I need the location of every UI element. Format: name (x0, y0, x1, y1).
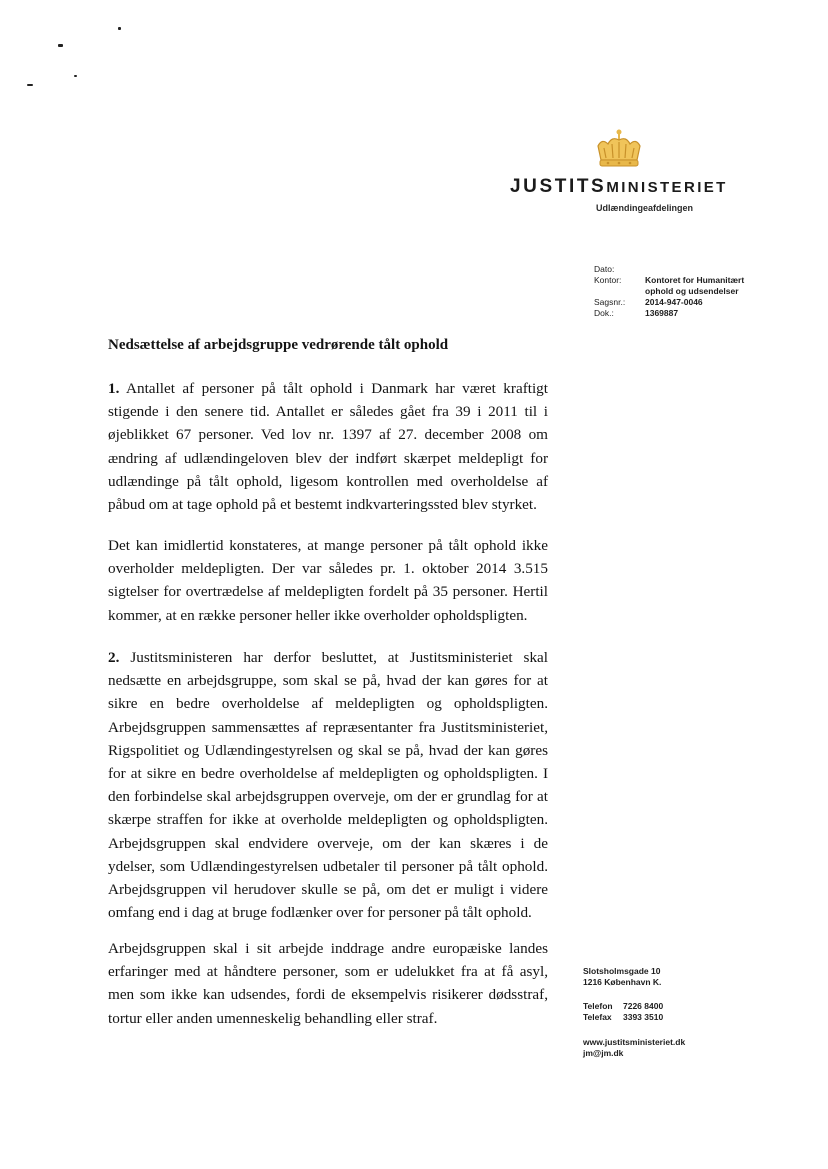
paragraph-4-text: Arbejdsgruppen skal i sit arbejde inddrage andre europæiske landes erfaringer med at håndtere personer, som er udelukket fra at få asyl, men som ikke kan udsendes, fordi de eksempelvis risikerer dødsstraf, tortur eller anden umenneskelig behandling eller straf. (108, 940, 548, 1027)
footer-web-link[interactable]: www.justitsministeriet.dk (583, 1037, 686, 1047)
ministry-name-part2: MINISTERIET (606, 179, 728, 196)
ministry-name-part1: JUSTITS (510, 176, 607, 197)
paragraph-2-text: Det kan imidlertid konstateres, at mange personer på tålt ophold ikke overholder meldepligten. Der var således pr. 1. oktober 2014 3.515 sigtelser for overtrædelse af meldepligten fordelt på 35 personer. Hertil kommer, at en række personer heller ikke overholder opholdspligten. (108, 537, 548, 624)
footer-fax-value: 3393 3510 (623, 1012, 664, 1022)
paragraph-1-number: 1. (108, 380, 120, 397)
footer-phone-label: Telefon (583, 1001, 613, 1011)
meta-case-value: 2014-947-0046 (645, 297, 703, 307)
document-meta (594, 264, 765, 319)
meta-date-label: Dato: (594, 264, 615, 274)
paragraph-1-text: Antallet af personer på tålt ophold i Danmark har været kraftigt stigende i den senere tid. Antallet er således gået fra 39 i 2011 til i øjeblikket 67 personer. Ved lov nr. 1397 af 27. december 2008 om ændring af udlændingeloven blev der indført skærpet meldepligt for udlændinge på tålt ophold, ligesom kontrollen med overholdelse af påbud om at tage ophold på et bestemt indkvarteringssted blev styrket. (108, 380, 548, 514)
meta-date-row (594, 264, 765, 275)
crown-orb (617, 130, 622, 135)
meta-doc-label: Dok.: (594, 308, 614, 318)
meta-office-label: Kontor: (594, 275, 622, 285)
meta-date-value (645, 264, 765, 275)
meta-doc-row (594, 308, 765, 319)
footer-phones (583, 1001, 663, 1023)
footer-fax-row (583, 1012, 663, 1023)
scan-speck (74, 75, 77, 77)
footer-email-link[interactable]: jm@jm.dk (583, 1048, 624, 1058)
meta-doc-value: 1369887 (645, 308, 679, 318)
footer-address (583, 966, 661, 988)
meta-office-value-line2: ophold og udsendelser (645, 286, 739, 296)
scan-speck (27, 84, 33, 86)
paragraph-4 (108, 937, 548, 1030)
meta-case-row (594, 297, 765, 308)
footer-fax-label: Telefax (583, 1012, 612, 1022)
paragraph-3 (108, 646, 548, 924)
scan-speck (118, 27, 121, 30)
paragraph-2 (108, 534, 548, 627)
footer-phone-value: 7226 8400 (623, 1001, 664, 1011)
meta-office-value-line1: Kontoret for Humanitært (645, 275, 745, 285)
paragraph-3-number: 2. (108, 649, 120, 666)
footer-city: 1216 København K. (583, 977, 662, 987)
ministry-logotype (510, 176, 740, 198)
meta-office-row-2 (594, 286, 765, 297)
meta-office-row (594, 275, 765, 286)
footer-phone-row (583, 1001, 663, 1012)
footer-online (583, 1037, 685, 1059)
department-name: Udlændingeafdelingen (596, 203, 694, 213)
document-subject: Nedsættelse af arbejdsgruppe vedrørende tålt ophold (108, 337, 449, 353)
scan-speck (58, 44, 63, 47)
meta-case-label: Sagsnr.: (594, 297, 626, 307)
royal-crown-icon (594, 128, 644, 174)
paragraph-3-text: Justitsministeren har derfor besluttet, at Justitsministeriet skal nedsætte en arbejdsgruppe, som skal se på, hvad der kan gøres for at sikre en bedre overholdelse af meldepligten og opholdspligten. Arbejdsgruppen sammensættes af repræsentanter fra Justitsministeriet, Rigspolitiet og Udlændingestyrelsen og skal se på, hvad der kan gøres for at sikre en bedre overholdelse af meldepligten og opholdspligten. I den forbindelse skal arbejdsgruppen overveje, om der er grundlag for at skærpe straffen for ikke at overholde meldepligten og opholdspligten. Arbejdsgruppen skal endvidere overveje, om der kan skæres i de ydelser, som Udlændingestyrelsen udbetaler til personer på tålt ophold. Arbejdsgruppen vil herudover skulle se på, om det er muligt i videre omfang end i dag at bruge fodlænker over for personer på tålt ophold. (108, 649, 548, 922)
paragraph-1 (108, 377, 548, 516)
footer-street: Slotsholmsgade 10 (583, 966, 661, 976)
